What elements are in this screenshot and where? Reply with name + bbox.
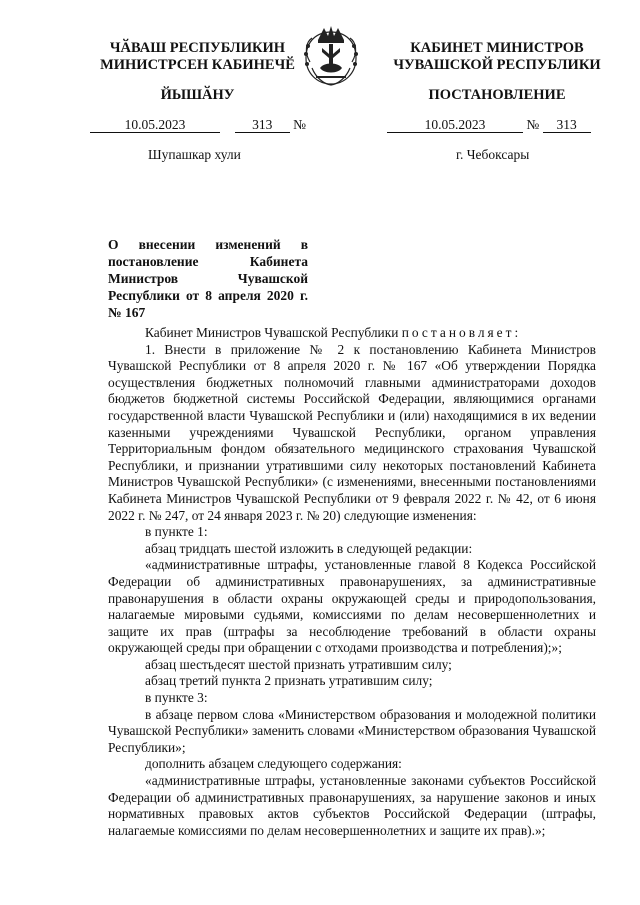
right-place: г. Чебоксары (456, 147, 530, 162)
body-paragraph: абзац тридцать шестой изложить в следующей редакции: (145, 540, 473, 556)
right-number-sign: № (526, 117, 540, 132)
body-paragraph: в пункте 3: (145, 690, 208, 706)
right-number: 313 (543, 117, 591, 133)
document-body (108, 325, 596, 839)
header-left-line2: МИНИСТРСЕН КАБИНЕЧӖ (100, 57, 295, 73)
right-date: 10.05.2023 (387, 117, 523, 133)
left-number-line (90, 117, 306, 133)
left-place: Шупашкар хули (148, 147, 241, 162)
body-paragraph: абзац шестьдесят шестой признать утратившим силу; (145, 656, 452, 672)
header-left-line1: ЧӐВАШ РЕСПУБЛИКИН (109, 40, 286, 56)
intro-verb: постановляет: (401, 325, 522, 340)
doc-type-russian: ПОСТАНОВЛЕНИЕ (428, 87, 566, 103)
header-right-line2: ЧУВАШСКОЙ РЕСПУБЛИКИ (393, 57, 601, 73)
chuvash-coat-of-arms-icon (298, 22, 364, 92)
body-paragraph: в абзаце первом слова «Министерством образования и молодежной политики Чувашской Республики» заменить словами «Министерством образования Чувашской Республики»; (108, 706, 596, 755)
intro-paragraph (108, 325, 596, 342)
body-paragraph: 1. Внести в приложение № 2 к постановлению Кабинета Министров Чувашской Республики от 8 апреля 2020 г. № 167 «Об утверждении Порядка осуществления бюджетных полномочий главными администраторами доходов бюджетов бюджетной системы Российской Федерации, являющимися органами государственной власти Чувашской Республики и (или) находящимися в их ведении казенными учреждениями Чувашской Республики, органом управления Территориальным фондом обязательного медицинского страхования Чувашской Республики, и признании утратившими силу некоторых постановлений Кабинета Министров Чувашской Республики» (с изменениями, внесенными постановлениями Кабинета Министров Чувашской Республики от 9 февраля 2022 г. № 42, от 6 июня 2022 г. № 247, от 24 января 2023 г. № 20) следующие изменения: (108, 341, 596, 523)
document-title: О внесении изменений в постановление Кабинета Министров Чувашской Республики от 8 апреля 2020 г. № 167 (108, 237, 308, 320)
body-paragraph: абзац третий пункта 2 признать утратившим силу; (145, 673, 433, 689)
body-paragraph: «административные штрафы, установленные законами субъектов Российской Федерации об административных правонарушениях, за нарушение законов и иных нормативных правовых актов субъектов Российской Федерации (штрафы, налагаемые комиссиями по делам несовершеннолетних и защите их прав).»; (108, 773, 596, 838)
body-paragraph: дополнить абзацем следующего содержания: (145, 756, 402, 772)
right-number-line (387, 117, 591, 133)
body-paragraph: в пункте 1: (145, 524, 208, 540)
doc-type-chuvash: ЙЫШӐНУ (160, 87, 235, 103)
header-left-chuvash (80, 40, 315, 74)
left-number: 313 (235, 117, 290, 133)
left-date: 10.05.2023 (90, 117, 220, 133)
header-right-line1: КАБИНЕТ МИНИСТРОВ (410, 40, 584, 56)
left-number-sign: № (293, 117, 307, 132)
header-right-russian (382, 40, 612, 74)
body-paragraph: «административные штрафы, установленные главой 8 Кодекса Российской Федерации об административных правонарушениях, за административные правонарушения в области охраны окружающей среды и природопользования, налагаемые мировыми судьями, комиссиями по делам несовершеннолетних и защите их прав (штрафы за несоблюдение требований в области охраны окружающей среды при обращении с отходами производства и потребления);»; (108, 557, 596, 656)
intro-prefix: Кабинет Министров Чувашской Республики (145, 325, 399, 340)
